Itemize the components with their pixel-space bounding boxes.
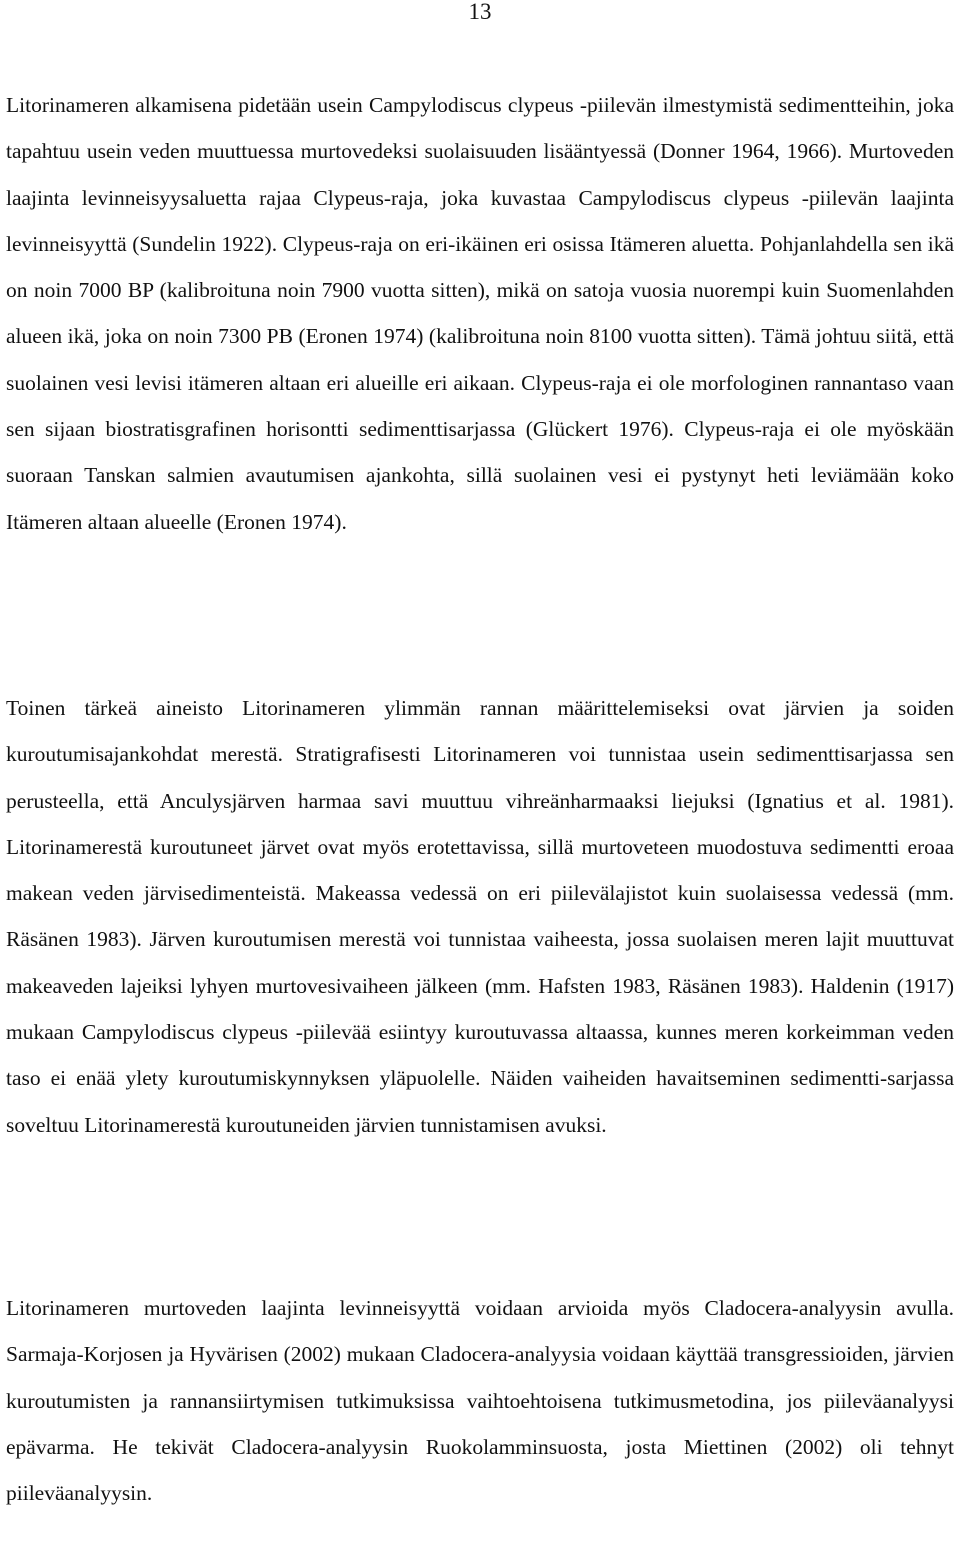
page-number: 13 — [468, 0, 492, 24]
body-paragraph-3: Litorinameren murtoveden laajinta levinneisyyttä voidaan arvioida myös Cladocera-analyysin avulla. Sarmaja-Korjosen ja Hyvärisen (2002) mukaan Cladocera-analyysia voidaan käyttää transgressioiden, järvien kuroutumisten ja rannansiirtymisen tutkimuksissa vaihtoehtoisena tutkimusmetodina, jos piileväanalyysi epävarma. He tekivät Cladocera-analyysin Ruokolamminsuosta, josta Miettinen (2002) oli tehnyt piileväanalyysin. — [6, 1296, 954, 1506]
body-paragraph-1: Litorinameren alkamisena pidetään usein Campylodiscus clypeus -piilevän ilmestymistä sedimentteihin, joka tapahtuu usein veden muuttuessa murtovedeksi suolaisuuden lisääntyessä (Donner 1964, 1966). Murtoveden laajinta levinneisyysaluetta rajaa Clypeus-raja, joka kuvastaa Campylodiscus clypeus -piilevän laajinta levinneisyyttä (Sundelin 1922). Clypeus-raja on eri-ikäinen eri osissa Itämeren aluetta. Pohjanlahdella sen ikä on noin 7000 BP (kalibroituna noin 7900 vuotta sitten), mikä on satoja vuosia nuorempi kuin Suomenlahden alueen ikä, joka on noin 7300 PB (Eronen 1974) (kalibroituna noin 8100 vuotta sitten). Tämä johtuu siitä, että suolainen vesi levisi itämeren altaan eri alueille eri aikaan. Clypeus-raja ei ole morfologinen rannantaso vaan sen sijaan biostratisgrafinen horisontti sedimenttisarjassa (Glückert 1976). Clypeus-raja ei ole myöskään suoraan Tanskan salmien avautumisen ajankohta, sillä suolainen vesi ei pystynyt heti leviämään koko Itämeren altaan alueelle (Eronen 1974). — [6, 93, 954, 534]
body-paragraph-2: Toinen tärkeä aineisto Litorinameren ylimmän rannan määrittelemiseksi ovat järvien ja soiden kuroutumisajankohdat merestä. Stratigrafisesti Litorinameren voi tunnistaa usein sedimenttisarjassa sen perusteella, että Anculysjärven harmaa savi muuttuu vihreänharmaaksi liejuksi (Ignatius et al. 1981). Litorinamerestä kuroutuneet järvet ovat myös erotettavissa, sillä murtoveteen muodostuva sedimentti eroaa makean veden järvisedimenteistä. Makeassa vedessä on eri piilevälajistot kuin suolaisessa vedessä (mm. Räsänen 1983). Järven kuroutumisen merestä voi tunnistaa vaiheesta, jossa suolaisen meren lajit muuttuvat makeaveden lajeiksi lyhyen murtovesivaiheen jälkeen (mm. Hafsten 1983, Räsänen 1983). Haldenin (1917) mukaan Campylodiscus clypeus -piilevää esiintyy kuroutuvassa altaassa, kunnes meren korkeimman veden taso ei enää ylety kuroutumiskynnyksen yläpuolelle. Näiden vaiheiden havaitseminen sedimentti-sarjassa soveltuu Litorinamerestä kuroutuneiden järvien tunnistamisen avuksi. — [6, 696, 954, 1137]
